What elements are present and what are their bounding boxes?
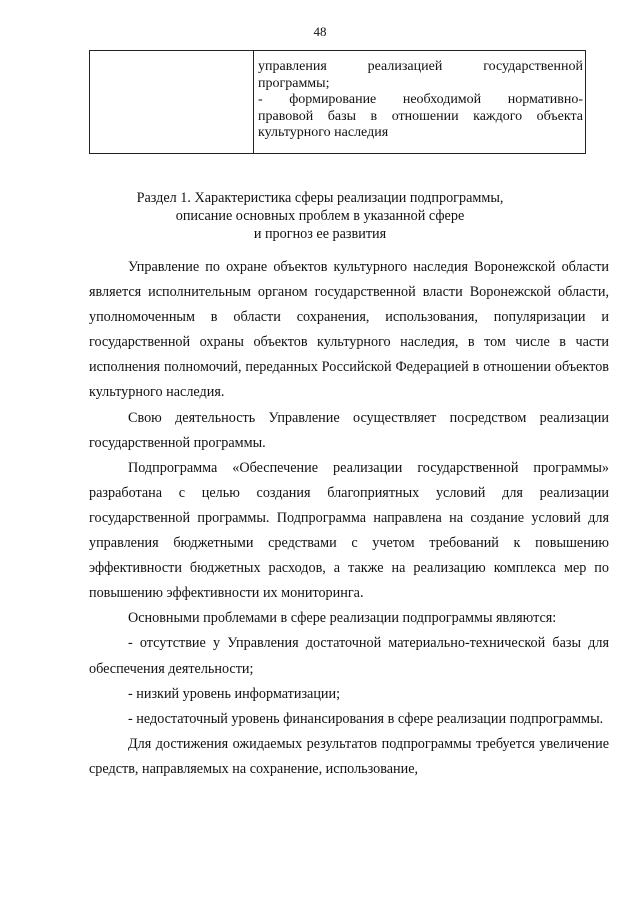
paragraph-problems-intro: Основными проблемами в сфере реализации подпрограммы являются: xyxy=(128,610,557,627)
table-cell-tasks xyxy=(254,51,586,154)
section-body xyxy=(89,255,609,782)
section-heading xyxy=(0,189,640,243)
paragraph-subprogram: Подпрограмма «Обеспечение реализации государственной программы» разработана с целью создания благоприятных условий для реализации государственной программы. Подпрограмма направлена на создание условий для управления бюджетными средствами с учетом требований к повышению эффективности бюджетных расходов, а также на реализацию комплекса мер по повышению эффективности их мониторинга. xyxy=(89,459,609,602)
table-cell-line: - формирование необходимой нормативно- xyxy=(258,92,583,108)
section-heading-line: Раздел 1. Характеристика сферы реализации подпрограммы, xyxy=(136,190,504,206)
table-cell-line: программы; xyxy=(258,75,330,91)
table-cell-line: правовой базы в отношении каждого объекта xyxy=(258,108,583,124)
page-number: 48 xyxy=(313,24,327,39)
table-cell-line: управления реализацией государственной xyxy=(258,59,583,74)
paragraph-authority: Управление по охране объектов культурного наследия Воронежской области является исполнительным органом государственной власти Воронежской области, уполномоченным в области сохранения, использования, популяризации и государственной охраны объектов культурного наследия, в том числе в части исполнения полномочий, переданных Российской Федерацией в отношении объектов культурного наследия. xyxy=(89,259,609,401)
table-cell-empty xyxy=(90,51,254,154)
paragraph-problem-item: - отсутствие у Управления достаточной материально-технической базы для обеспечения деятельности; xyxy=(89,635,609,677)
continued-table xyxy=(89,50,586,154)
paragraph-activity: Свою деятельность Управление осуществляет посредством реализации государственной программы. xyxy=(89,409,609,451)
paragraph-problem-item: - недостаточный уровень финансирования в сфере реализации подпрограммы. xyxy=(128,710,604,727)
table-cell-line: культурного наследия xyxy=(258,125,389,141)
section-heading-line: описание основных проблем в указанной сфере xyxy=(175,208,465,224)
paragraph-problem-item: - низкий уровень информатизации; xyxy=(128,685,341,702)
section-heading-line: и прогноз ее развития xyxy=(253,226,387,242)
paragraph-results: Для достижения ожидаемых результатов подпрограммы требуется увеличение средств, направляемых на сохранение, использование, xyxy=(89,735,609,777)
table-row xyxy=(90,51,586,154)
